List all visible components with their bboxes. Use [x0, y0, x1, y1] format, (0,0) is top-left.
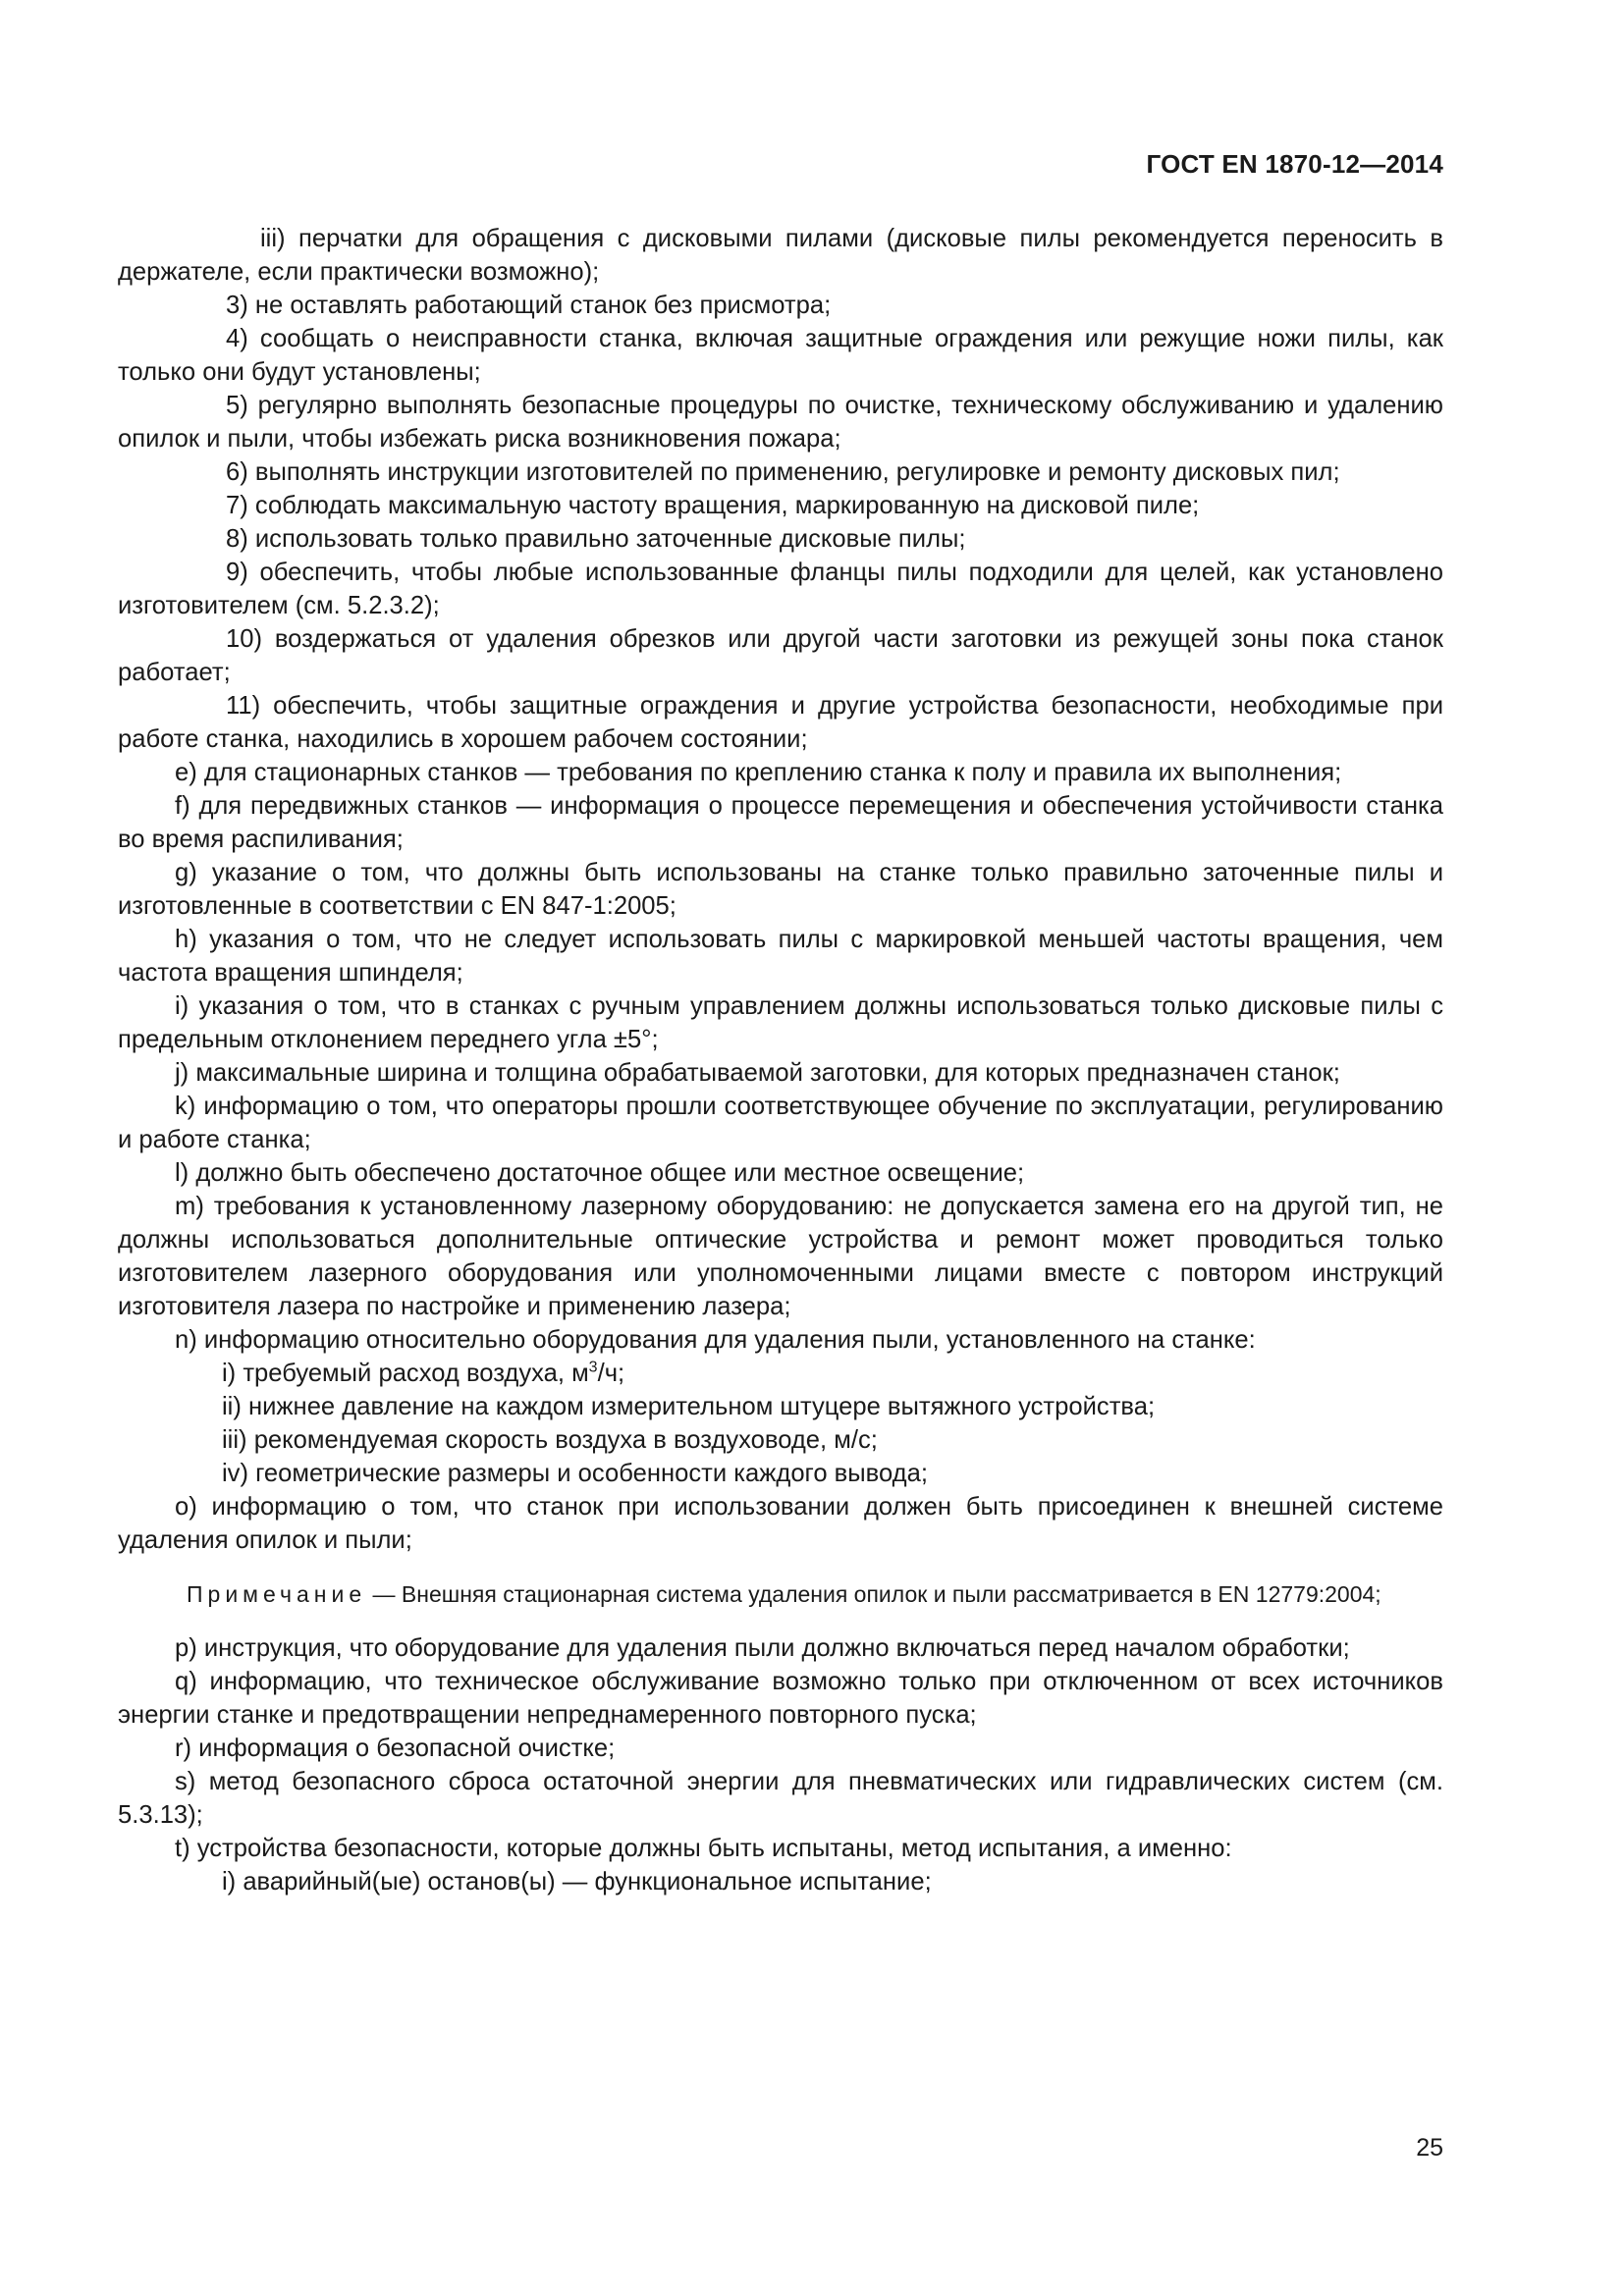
list-item: 8) использовать только правильно заточенные дисковые пилы;	[226, 525, 966, 553]
list-item: 5) регулярно выполнять безопасные процедуры по очистке, техническому обслуживанию и удалению опилок и пыли, чтобы избежать риска возникновения пожара;	[118, 392, 1443, 453]
list-item: m) требования к установленному лазерному оборудованию: не допускается замена его на другой тип, не должны использоваться дополнительные оптические устройства и ремонт может проводиться только изготовителем лазерного оборудования или уполномоченными лицами вместе с повтором инструкций изготовителя лазера по настройке и применению лазера;	[118, 1193, 1443, 1320]
list-item: iii) перчатки для обращения с дисковыми пилами (дисковые пилы рекомендуется переносить в держателе, если практически возможно);	[118, 225, 1443, 286]
superscript: 3	[588, 1359, 598, 1376]
list-item: r) информация о безопасной очистке;	[175, 1735, 616, 1762]
list-item: f) для передвижных станков — информация о процессе перемещения и обеспечения устойчивости станка во время распиливания;	[118, 792, 1443, 853]
list-item: q) информацию, что техническое обслуживание возможно только при отключенном от всех источников энергии станке и предотвращении непреднамеренного повторного пуска;	[118, 1668, 1443, 1729]
list-item: p) инструкция, что оборудование для удаления пыли должно включаться перед началом обработки;	[175, 1634, 1350, 1662]
list-item: k) информацию о том, что операторы прошли соответствующее обучение по эксплуатации, регулированию и работе станка;	[118, 1093, 1443, 1153]
sub-list-item: iv) геометрические размеры и особенности каждого вывода;	[222, 1460, 928, 1487]
page-number: 25	[1416, 2134, 1443, 2162]
list-item: n) информацию относительно оборудования для удаления пыли, установленного на станке:	[175, 1326, 1256, 1354]
note-paragraph	[118, 1578, 1443, 1610]
sub-item-text: i) требуемый расход воздуха, м	[222, 1360, 589, 1387]
list-item: h) указания о том, что не следует использовать пилы с маркировкой меньшей частоты вращения, чем частота вращения шпинделя;	[118, 926, 1443, 987]
list-item: 4) сообщать о неисправности станка, включая защитные ограждения или режущие ножи пилы, как только они будут установлены;	[118, 325, 1443, 386]
list-item: s) метод безопасного сброса остаточной энергии для пневматических или гидравлических систем (см. 5.3.13);	[118, 1768, 1443, 1829]
list-item: j) максимальные ширина и толщина обрабатываемой заготовки, для которых предназначен станок;	[175, 1059, 1340, 1087]
sub-item-text: /ч;	[597, 1360, 625, 1387]
list-item: e) для стационарных станков — требования по креплению станка к полу и правила их выполнения;	[175, 759, 1342, 786]
list-item: 9) обеспечить, чтобы любые использованные фланцы пилы подходили для целей, как установлено изготовителем (см. 5.2.3.2);	[118, 559, 1443, 619]
sub-list-item: ii) нижнее давление на каждом измерительном штуцере вытяжного устройства;	[222, 1393, 1156, 1420]
list-item: 6) выполнять инструкции изготовителей по применению, регулировке и ремонту дисковых пил;	[226, 458, 1340, 486]
sub-list-item: i) аварийный(ые) останов(ы) — функциональное испытание;	[222, 1868, 932, 1896]
sub-list-item: iii) рекомендуемая скорость воздуха в воздуховоде, м/с;	[222, 1426, 878, 1454]
list-item: 3) не оставлять работающий станок без присмотра;	[226, 292, 832, 319]
document-id-header: ГОСТ EN 1870-12—2014	[1146, 149, 1443, 179]
list-item: i) указания о том, что в станках с ручным управлением должны использоваться только дисковые пилы с предельным отклонением переднего угла ±5°;	[118, 992, 1443, 1053]
list-item: t) устройства безопасности, которые должны быть испытаны, метод испытания, а именно:	[175, 1835, 1232, 1862]
list-item: 11) обеспечить, чтобы защитные ограждения и другие устройства безопасности, необходимые при работе станка, находились в хорошем рабочем состоянии;	[118, 692, 1443, 753]
note-text: — Внешняя стационарная система удаления опилок и пыли рассматривается в EN 12779:2004;	[366, 1581, 1381, 1607]
list-item: l) должно быть обеспечено достаточное общее или местное освещение;	[175, 1159, 1025, 1187]
list-item: o) информацию о том, что станок при использовании должен быть присоединен к внешней системе удаления опилок и пыли;	[118, 1493, 1443, 1554]
list-item: g) указание о том, что должны быть использованы на станке только правильно заточенные пилы и изготовленные в соответствии с EN 847-1:2005;	[118, 859, 1443, 920]
note-label: Примечание	[187, 1581, 367, 1607]
document-body	[118, 222, 1443, 1898]
list-item: 10) воздержаться от удаления обрезков или другой части заготовки из режущей зоны пока станок работает;	[118, 625, 1443, 686]
list-item: 7) соблюдать максимальную частоту вращения, маркированную на дисковой пиле;	[226, 492, 1200, 519]
sub-list-item	[118, 1357, 1443, 1390]
